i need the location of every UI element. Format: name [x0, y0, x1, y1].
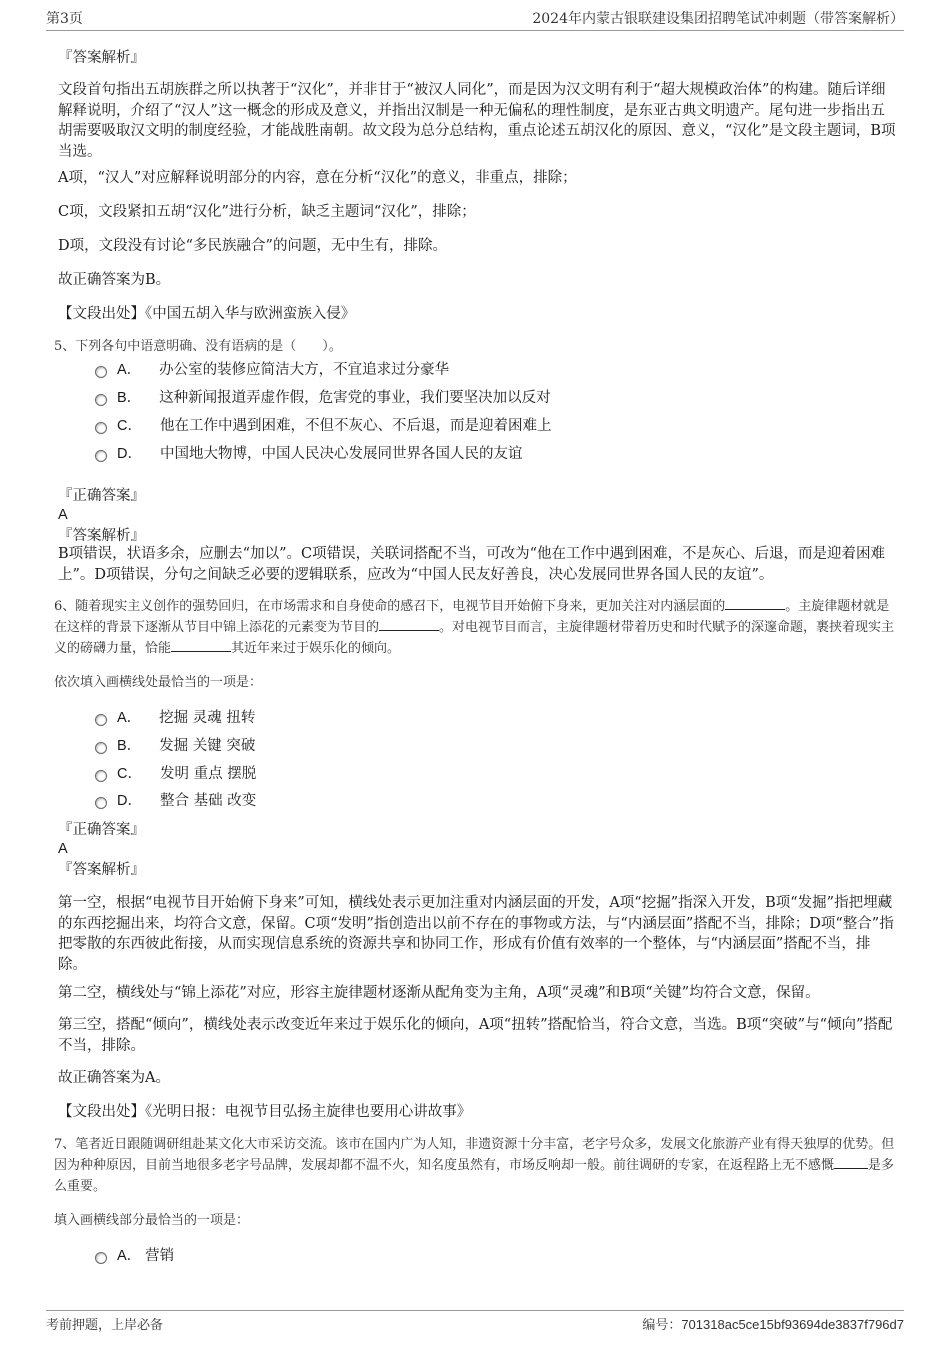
q4-analysis-option-c: C项，文段紧扣五胡“汉化”进行分析，缺乏主题词“汉化”，排除； — [58, 204, 476, 220]
option-label: A． — [117, 362, 142, 378]
radio-icon[interactable] — [95, 1252, 107, 1264]
q6-source: 【文段出处】《光明日报：电视节目弘扬主旋律也要用心讲故事》 — [58, 1104, 472, 1120]
page-number: 第3页 — [46, 11, 83, 27]
option-label: B． — [117, 390, 142, 406]
fill-blank — [834, 1156, 868, 1169]
option-label: B． — [117, 738, 142, 754]
document-title: 2024年内蒙古银联建设集团招聘笔试冲刺题（带答案解析） — [532, 11, 904, 27]
radio-icon[interactable] — [95, 714, 107, 726]
option-label: C． — [117, 418, 142, 434]
q7-prompt: 填入画横线部分最恰当的一项是： — [54, 1213, 250, 1228]
q7-stem-part1: 7、笔者近日跟随调研组赴某文化大市采访交流。该市在国内广为人知，非遗资源十分丰富，老字号众多，发展文化旅游产业有得天独厚的优势。但因为种种原因，目前当地很多老字号品牌，发展却都不温不火，知名度虽然有，市场反响却一般。前往调研的专家，在返程路上无不感慨 — [54, 1137, 895, 1173]
option-label: D． — [117, 793, 142, 809]
q6-option-c[interactable] — [95, 764, 256, 784]
radio-icon[interactable] — [95, 770, 107, 782]
q5-option-a[interactable] — [95, 360, 449, 380]
q5-answer-label: 『正确答案』 — [58, 488, 145, 504]
option-text: 挖掘 灵魂 扭转 — [159, 710, 256, 726]
q6-stem-part4: 其近年来过于娱乐化的倾向。 — [231, 641, 401, 656]
q6-option-a[interactable] — [95, 708, 255, 728]
option-text: 他在工作中遇到困难，不但不灰心、不后退，而是迎着困难上 — [159, 418, 552, 434]
q4-analysis-paragraph: 文段首句指出五胡族群之所以执著于“汉化”，并非甘于“被汉人同化”，而是因为汉文明有利于“超大规模政治体”的构建。随后详细解释说明，介绍了“汉人”这一概念的形成及意义，并指出汉制是一种无偏私的理性制度，是东亚古典文明遗产。尾句进一步指出五胡需要吸取汉文明的制度经验，才能战胜南朝。故文段为总分总结构，重点论述五胡汉化的原因、意义，“汉化”是文段主题词，B项当选。 — [58, 82, 896, 160]
q4-analysis-label: 『答案解析』 — [58, 50, 145, 66]
q7-option-a[interactable] — [95, 1246, 174, 1266]
fill-blank-3 — [171, 639, 231, 652]
q5-option-b[interactable] — [95, 388, 551, 408]
q6-stem — [54, 596, 900, 659]
radio-icon[interactable] — [95, 742, 107, 754]
q6-analysis-paragraph-2: 第二空，横线处与“锦上添花”对应，形容主旋律题材逐渐从配角变为主角，A项“灵魂”和B项“关键”均符合文意，保留。 — [58, 985, 820, 1001]
option-text: 整合 基础 改变 — [159, 793, 257, 809]
q6-analysis-paragraph-3: 第三空，搭配“倾向”，横线处表示改变近年来过于娱乐化的倾向，A项“扭转”搭配恰当，符合文意，当选。B项“突破”与“倾向”搭配不当，排除。 — [58, 1017, 893, 1054]
q6-conclusion: 故正确答案为A。 — [58, 1070, 170, 1086]
q5-analysis: B项错误，状语多余，应删去“加以”。C项错误，关联词搭配不当，可改为“他在工作中遇到困难，不是灰心、后退，而是迎着困难上”。D项错误，分句之间缺乏必要的逻辑联系，应改为“中国人民友好善良，决心发展同世界各国人民的友谊”。 — [58, 546, 885, 583]
q6-stem-part2: 。主旋律题材就是在这样的背景下逐渐从节目中锦上添花的元素变为节目的 — [54, 599, 890, 635]
q6-answer-label: 『正确答案』 — [58, 822, 145, 838]
radio-icon[interactable] — [95, 450, 107, 462]
q4-conclusion: 故正确答案为B。 — [58, 272, 171, 288]
q6-analysis-label: 『答案解析』 — [58, 862, 145, 878]
radio-icon[interactable] — [95, 394, 107, 406]
fill-blank-1 — [725, 597, 785, 610]
option-text: 中国地大物博，中国人民决心发展同世界各国人民的友谊 — [159, 446, 523, 462]
q5-option-c[interactable] — [95, 416, 551, 436]
footer-slogan: 考前押题，上岸必备 — [46, 1318, 164, 1333]
q7-stem — [54, 1134, 900, 1197]
q5-option-d[interactable] — [95, 444, 522, 464]
q6-stem-part1: 6、随着现实主义创作的强势回归，在市场需求和自身使命的感召下，电视节目开始俯下身来，更加关注对内涵层面的 — [54, 599, 726, 614]
fill-blank-2 — [379, 618, 439, 631]
footer-divider — [46, 1310, 904, 1311]
radio-icon[interactable] — [95, 797, 107, 809]
radio-icon[interactable] — [95, 422, 107, 434]
q6-answer: A — [58, 841, 68, 857]
option-label: C． — [117, 766, 142, 782]
q6-stem-part3: 。对电视节目而言，主旋律题材带着历史和时代赋予的深邃命题，裹挟着现实主义的磅礴力量，恰能 — [54, 620, 895, 656]
header-divider — [46, 30, 904, 31]
q6-prompt: 依次填入画横线处最恰当的一项是： — [54, 675, 263, 690]
q7-stem-part2: 是多么重要。 — [54, 1158, 895, 1194]
option-text: 这种新闻报道弄虚作假，危害党的事业，我们要坚决加以反对 — [159, 390, 551, 406]
option-text: 发明 重点 摆脱 — [159, 766, 257, 782]
code-value: 701318ac5ce15bf93694de3837f796d7 — [681, 1317, 904, 1332]
q5-answer: A — [58, 507, 68, 523]
option-text: 办公室的装修应简洁大方，不宜追求过分豪华 — [159, 362, 450, 378]
q6-option-d[interactable] — [95, 791, 256, 811]
q4-analysis-option-d: D项，文段没有讨论“多民族融合”的问题，无中生有，排除。 — [58, 238, 447, 254]
option-text: 营销 — [145, 1248, 175, 1264]
option-label: D． — [117, 446, 142, 462]
option-label: A． — [117, 710, 142, 726]
code-label: 编号： — [642, 1318, 682, 1333]
option-label: A． — [117, 1248, 142, 1264]
option-text: 发掘 关键 突破 — [159, 738, 256, 754]
q5-analysis-label: 『答案解析』 — [58, 528, 145, 544]
q4-source: 【文段出处】《中国五胡入华与欧洲蛮族入侵》 — [58, 306, 356, 322]
q6-option-b[interactable] — [95, 736, 255, 756]
q6-analysis-paragraph-1: 第一空，根据“电视节目开始俯下身来”可知，横线处表示更加注重对内涵层面的开发，A项“挖掘”指深入开发，B项“发掘”指把埋藏的东西挖掘出来，均符合文意，保留。C项“发明”指创造出以前不存在的事物或方法，与“内涵层面”搭配不当，排除；D项“整合”指把零散的东西彼此衔接，从而实现信息系统的资源共享和协同工作，形成有价值有效率的一个整体，与“内涵层面”搭配不当，排除。 — [58, 895, 894, 973]
document-code — [642, 1314, 904, 1333]
q5-stem: 5、下列各句中语意明确、没有语病的是（ ）。 — [54, 339, 342, 354]
q4-analysis-option-a: A项，“汉人”对应解释说明部分的内容，意在分析“汉化”的意义，非重点，排除； — [58, 170, 577, 186]
radio-icon[interactable] — [95, 366, 107, 378]
